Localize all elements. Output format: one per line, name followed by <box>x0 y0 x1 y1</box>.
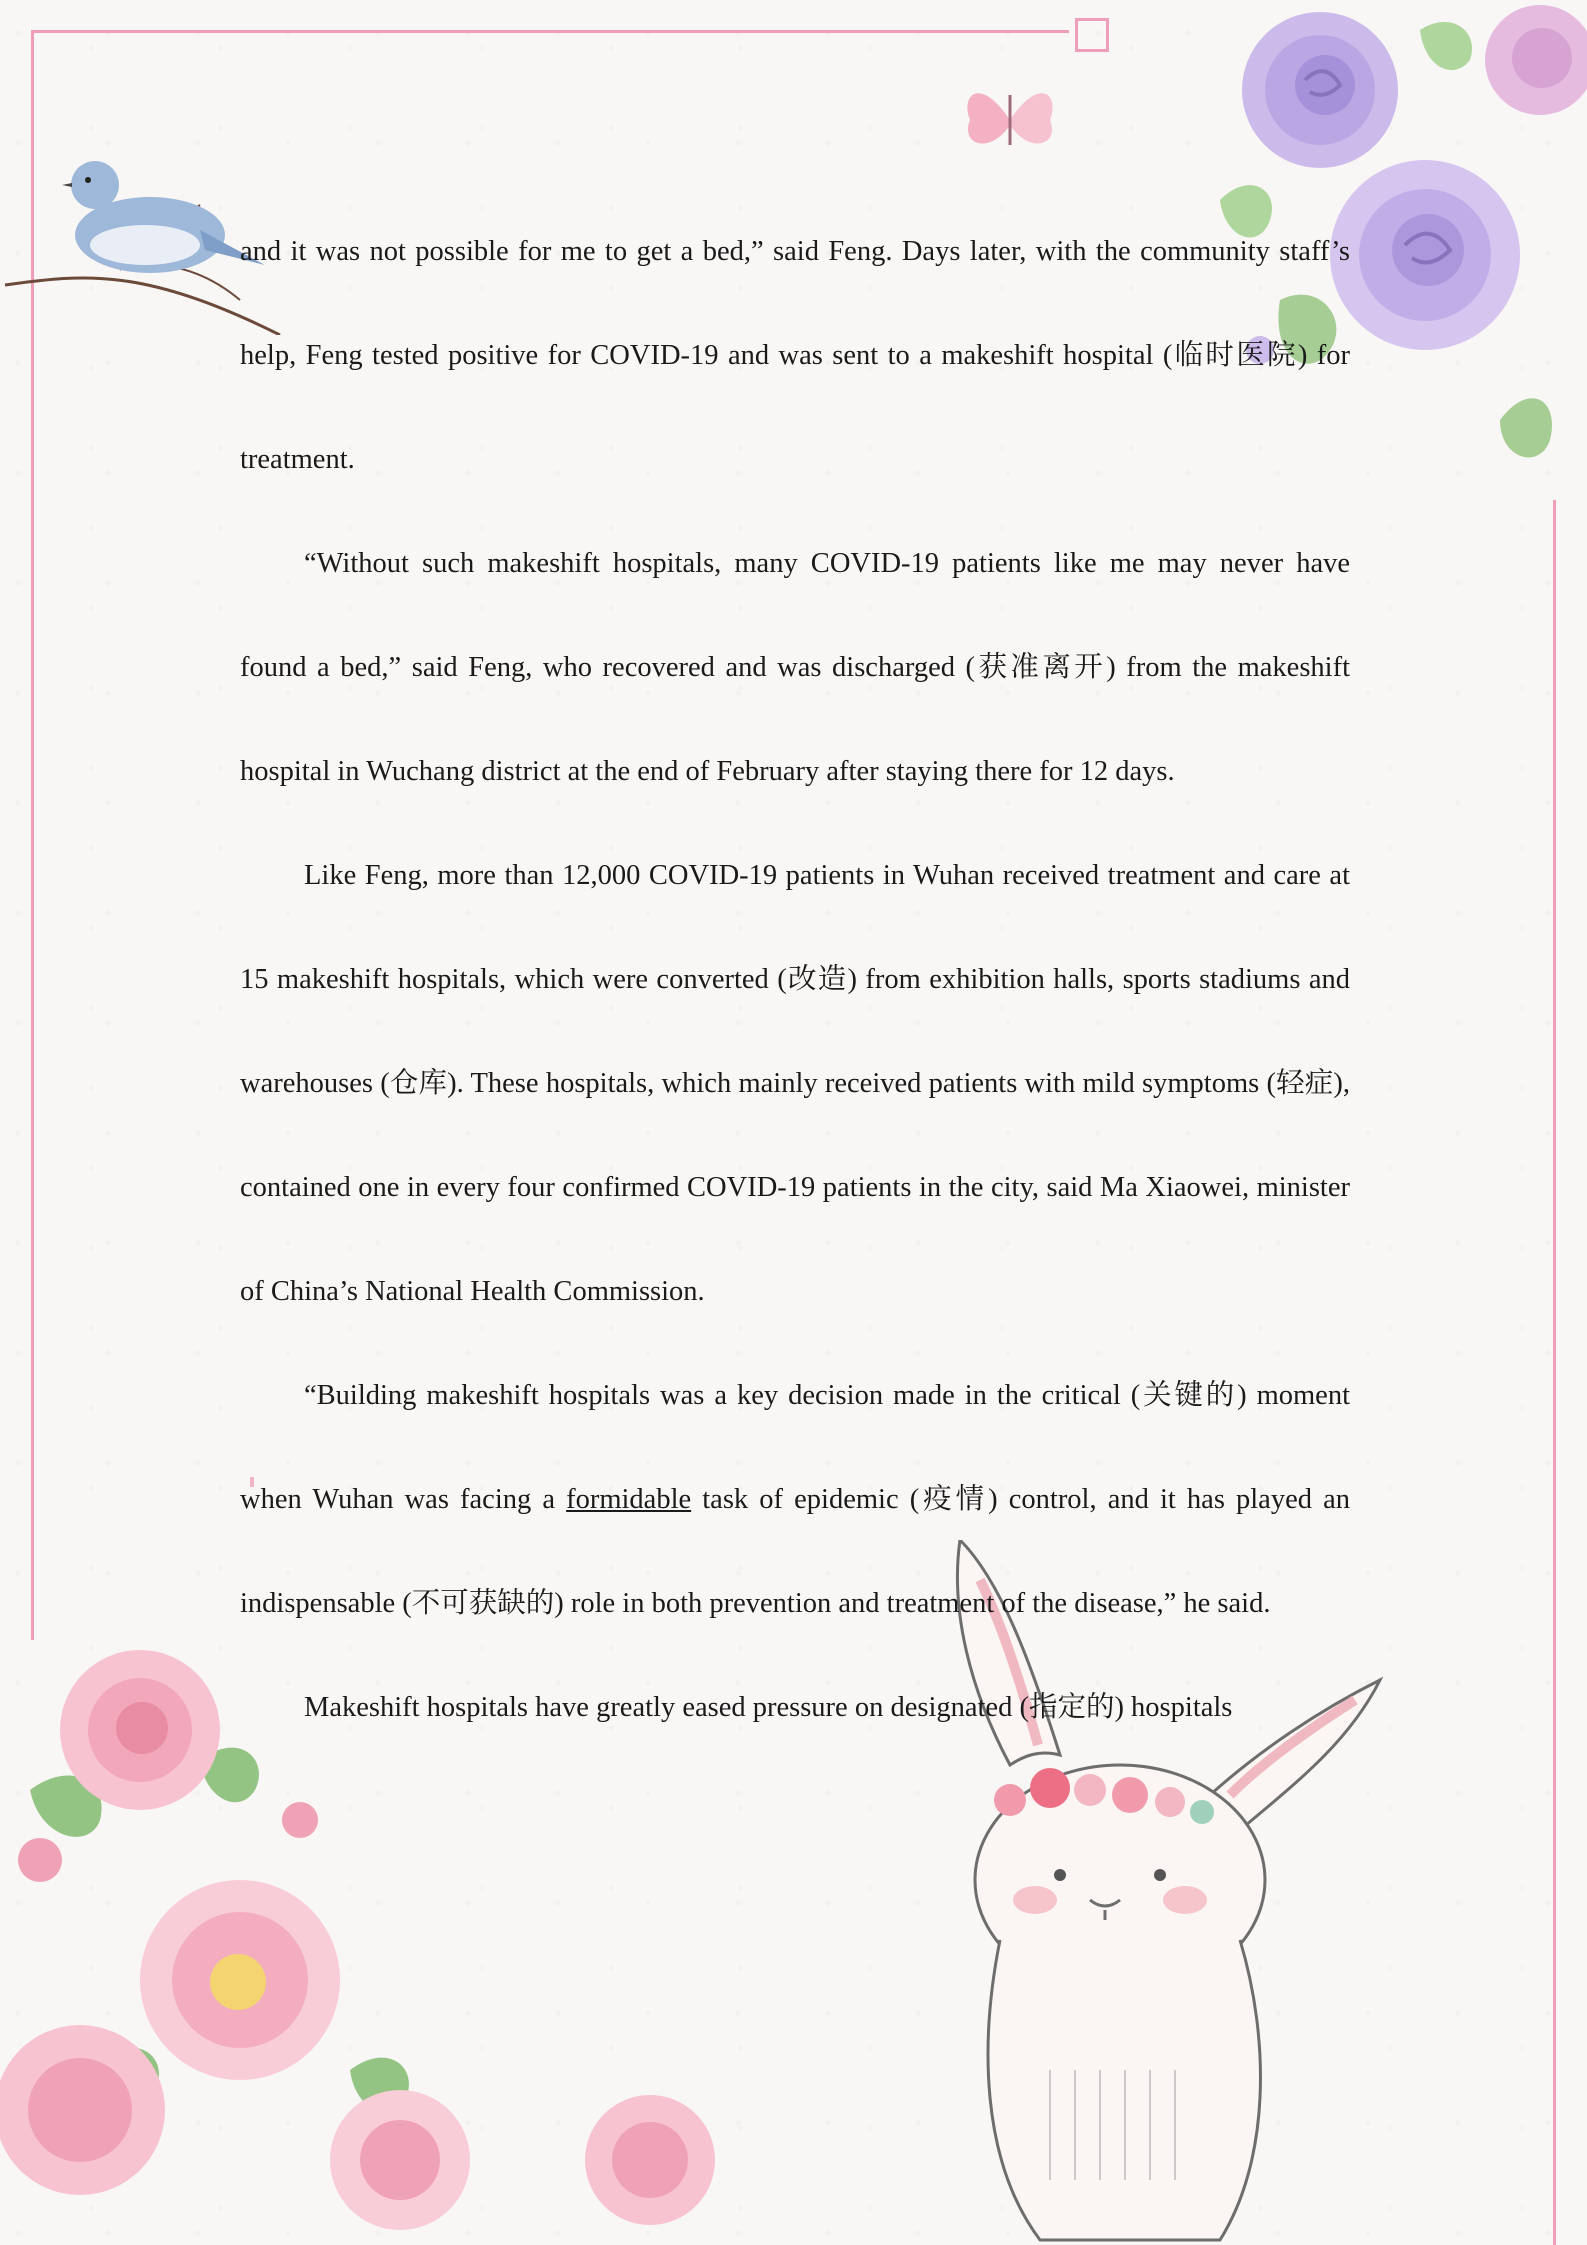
frame-right-line <box>1553 500 1556 2245</box>
paragraph-3: Like Feng, more than 12,000 COVID-19 patients in Wuhan received treatment and care at 15 makeshift hospitals, which were converted (改造) from exhibition halls, sports stadiums and warehouses (仓库). These hospitals, which mainly received patients with mild symptoms (轻症), contained one in every four confirmed COVID-19 patients in the city, said Ma Xiaowei, minister of China’s National Health Commission. <box>240 860 1350 1307</box>
frame-corner-square <box>1075 18 1109 52</box>
paragraph-4-text-a: “Building makeshift hospitals was a key decision made in the critical (关键的) moment when Wuhan was facing a <box>240 1380 1350 1515</box>
article-body <box>240 200 1350 1760</box>
frame-top-line <box>34 30 1069 33</box>
paragraph-5: Makeshift hospitals have greatly eased pressure on designated (指定的) hospitals <box>304 1692 1233 1723</box>
butterfly-illustration <box>960 75 1060 165</box>
paragraph-4-text-b: task of epidemic (疫情) control, and it has played an indispensable (不可获缺的) role in both prevention and treatment of the disease,” he said. <box>240 1484 1350 1619</box>
paragraph-2: “Without such makeshift hospitals, many COVID-19 patients like me may never have found a bed,” said Feng, who recovered and was discharged (获准离开) from the makeshift hospital in Wuchang district at the end of February after staying there for 12 days. <box>240 548 1350 787</box>
paragraph-1: and it was not possible for me to get a bed,” said Feng. Days later, with the community staff’s help, Feng tested positive for COVID-19 and was sent to a makeshift hospital (临时医院) for treatment. <box>240 236 1350 475</box>
underlined-word: formidable <box>566 1484 692 1515</box>
paragraph-4 <box>240 1344 1350 1656</box>
